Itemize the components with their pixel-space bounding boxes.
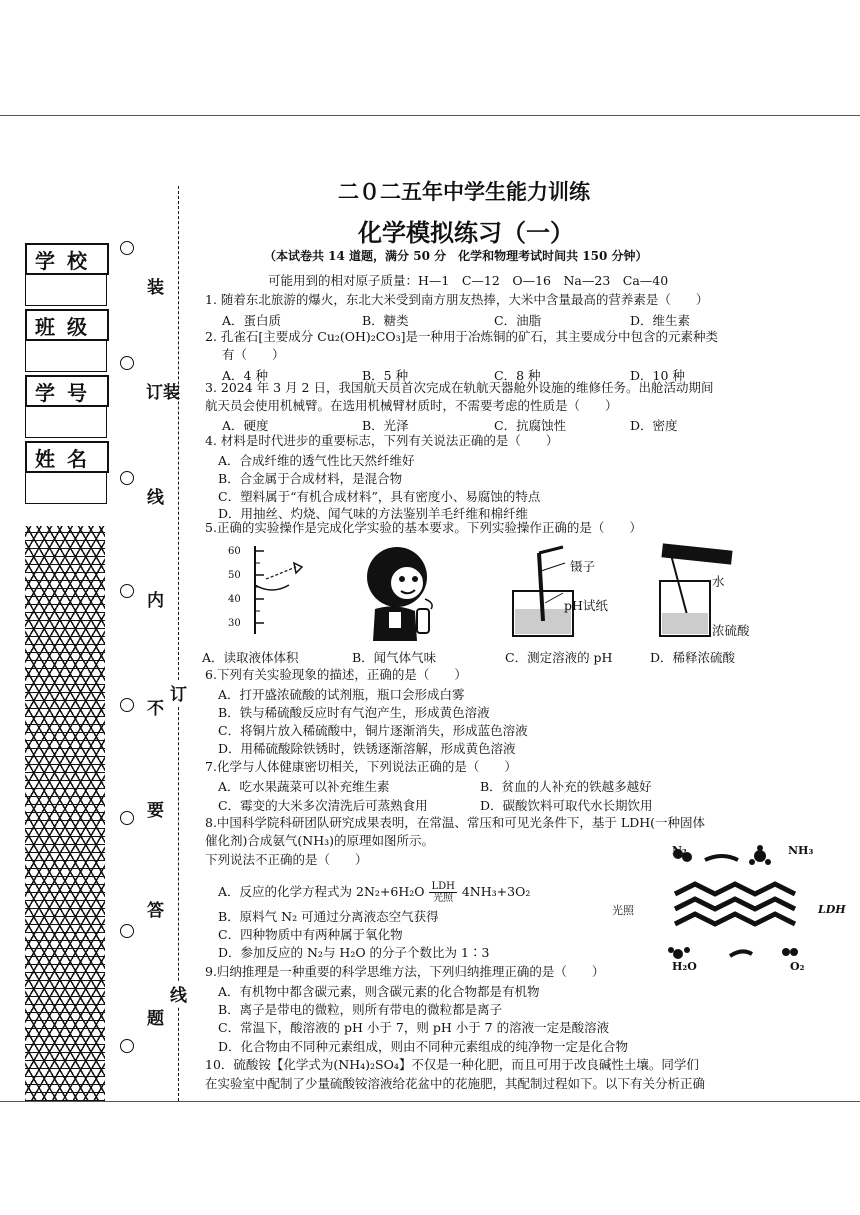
cylinder-tick-40: 40 [228,594,241,605]
number-label: 学号 [25,375,109,407]
class-label: 班级 [25,309,109,341]
class-field[interactable] [25,341,107,372]
q8-option-c[interactable]: C．四种物质中有两种属于氧化物 [218,927,403,942]
q4-option-c[interactable]: C．塑料属于“有机合成材料”，具有密度小、易腐蚀的特点 [218,489,541,504]
school-label: 学校 [25,243,109,275]
q3-option-d[interactable]: D．密度 [630,418,678,433]
q8-stem-cont2: 下列说法不正确的是（ ） [205,852,368,867]
q1-stem: 1. 随着东北旅游的爆火，东北大米受到南方朋友热捧，大米中含量最高的营养素是（ ） [205,292,709,307]
q8-equation-left: A．反应的化学方程式为 2N₂+6H₂O [218,884,425,899]
q4-option-d[interactable]: D．用抽丝、灼烧、闻气味的方法鉴别羊毛纤维和棉纤维 [218,506,529,521]
binding-char: 装 [147,278,164,298]
q1-option-a[interactable]: A．蛋白质 [222,313,282,328]
q8-option-b[interactable]: B．原料气 N₂ 可通过分离液态空气获得 [218,909,439,924]
ph-paper-label: pH试纸 [564,598,608,613]
tweezers-label: 镊子 [570,559,596,574]
atomic-mass: 可能用到的相对原子质量：H—1 C—12 O—16 Na—23 Ca—40 [268,273,669,288]
q2-stem-cont: 有（ ） [222,347,285,362]
q5-option-d[interactable]: D．稀释浓硫酸 [650,650,736,665]
q3-option-b[interactable]: B．光泽 [362,418,409,433]
binding-hole [120,356,134,370]
binding-hole [120,241,134,255]
binding-char: 不 [147,699,164,719]
q1-option-c[interactable]: C．油脂 [494,313,542,328]
q10-stem: 10．硫酸铵【化学式为(NH₄)₂SO₄】不仅是一种化肥，而且可用于改良碱性土壤。同学们 [205,1057,699,1072]
school-field[interactable] [25,275,107,306]
name-field[interactable] [25,473,107,504]
q7-option-c[interactable]: C．霉变的大米多次清洗后可蒸熟食用 [218,798,428,813]
number-field[interactable] [25,407,107,438]
exam-title: 二０二五年中学生能力训练 [338,180,590,204]
q7-stem: 7.化学与人体健康密切相关，下列说法正确的是（ ） [205,759,517,774]
q2-stem: 2. 孔雀石[主要成分 Cu₂(OH)₂CO₃]是一种用于冶炼铜的矿石，其主要成分中包含的元素种类 [205,329,718,344]
q8-equation-right: 4NH₃+3O₂ [461,884,531,899]
binding-char: 线 [147,488,164,508]
name-label: 姓名 [25,441,109,473]
q6-option-b[interactable]: B．铁与稀硫酸反应时有气泡产生，形成黄色溶液 [218,705,490,720]
q9-option-b[interactable]: B．离子是带电的微粒，则所有带电的微粒都是离子 [218,1002,503,1017]
q3-stem: 3. 2024 年 3 月 2 日，我国航天员首次完成在轨航天器舱外设施的维修任务。出舱活动期间 [205,380,714,395]
binding-hole [120,811,134,825]
binding-char: 内 [147,591,164,611]
fig-nh3: NH₃ [788,844,814,857]
q3-option-c[interactable]: C．抗腐蚀性 [494,418,567,433]
q6-option-a[interactable]: A．打开盛浓硫酸的试剂瓶，瓶口会形成白雾 [218,687,465,702]
binding-hole [120,1039,134,1053]
q1-option-b[interactable]: B．糖类 [362,313,409,328]
condition-catalyst: LDH [431,881,455,892]
q4-option-b[interactable]: B．合金属于合成材料，是混合物 [218,471,403,486]
q9-option-a[interactable]: A．有机物中都含碳元素，则含碳元素的化合物都是有机物 [218,984,540,999]
exam-info: （本试卷共 14 道题，满分 50 分 化学和物理考试时间共 150 分钟） [264,249,648,263]
fig-ldh: LDH [818,903,846,916]
q7-option-d[interactable]: D．碳酸饮料可取代水长期饮用 [480,798,653,813]
cylinder-tick-50: 50 [228,570,241,581]
binding-char: 题 [147,1009,164,1029]
binding-char: 订 [170,680,187,705]
binding-hole [120,698,134,712]
q2-option-b[interactable]: B．5 种 [362,368,409,383]
cylinder-tick-60: 60 [228,546,241,557]
fig-n2: N₂ [672,844,687,857]
exam-page [0,115,860,1102]
q8-stem-cont: 催化剂)合成氨气(NH₃)的原理如图所示。 [205,833,434,848]
q8-option-d[interactable]: D．参加反应的 N₂与 H₂O 的分子个数比为 1∶3 [218,945,490,960]
reaction-condition [429,881,456,904]
q9-stem: 9.归纳推理是一种重要的科学思维方法，下列归纳推理正确的是（ ） [205,964,605,979]
q10-stem-cont: 在实验室中配制了少量硫酸铵溶液给花盆中的花施肥，其配制过程如下。以下有关分析正确 [205,1076,706,1091]
q8-option-a[interactable] [218,881,530,904]
q5-stem: 5.正确的实验操作是完成化学实验的基本要求。下列实验操作正确的是（ ） [205,520,642,535]
q9-option-c[interactable]: C．常温下，酸溶液的 pH 小于 7，则 pH 小于 7 的溶液一定是酸溶液 [218,1020,610,1035]
q4-stem: 4. 材料是时代进步的重要标志，下列有关说法正确的是（ ） [205,433,559,448]
decorative-pattern [25,526,105,1101]
q7-option-a[interactable]: A．吃水果蔬菜可以补充维生素 [218,779,390,794]
binding-char: 线 [170,981,187,1006]
q8-stem: 8.中国科学院科研团队研究成果表明，在常温、常压和可见光条件下，基于 LDH(一种固体 [205,815,706,830]
smelling-figure [355,541,460,646]
q6-stem: 6.下列有关实验现象的描述，正确的是（ ） [205,667,467,682]
binding-char: 订装 [146,383,180,403]
exam-subtitle: 化学模拟练习（一） [358,219,574,247]
binding-hole [120,924,134,938]
binding-line [178,186,179,1101]
q4-option-a[interactable]: A．合成纤维的透气性比天然纤维好 [218,453,415,468]
q1-option-d[interactable]: D．维生素 [630,313,691,328]
binding-hole [120,584,134,598]
condition-light: 光照 [433,893,454,904]
q2-option-d[interactable]: D．10 种 [630,368,685,383]
q9-option-d[interactable]: D．化合物由不同种元素组成，则由不同种元素组成的纯净物一定是化合物 [218,1039,629,1054]
fig-o2: O₂ [790,960,805,973]
fig-h2o: H₂O [672,960,697,973]
q2-option-c[interactable]: C．8 种 [494,368,541,383]
q5-option-b[interactable]: B．闻气体气味 [352,650,437,665]
cylinder-tick-30: 30 [228,618,241,629]
q3-stem-cont: 航天员会使用机械臂。在选用机械臂材质时，不需要考虑的性质是（ ） [205,398,618,413]
q6-option-d[interactable]: D．用稀硫酸除铁锈时，铁锈逐渐溶解，形成黄色溶液 [218,741,516,756]
binding-char: 答 [147,901,164,921]
water-label: 水 [712,574,725,589]
acid-label: 浓硫酸 [712,623,750,638]
q2-option-a[interactable]: A．4 种 [222,368,268,383]
ph-test-figure [505,541,625,641]
cylinder-figure [210,541,310,641]
binding-char: 要 [147,801,164,821]
q5-option-c[interactable]: C．测定溶液的 pH [505,650,613,665]
fig-light: 光照 [612,904,634,917]
q6-option-c[interactable]: C．将铜片放入稀硫酸中，铜片逐渐消失，形成蓝色溶液 [218,723,528,738]
q3-option-a[interactable]: A．硬度 [222,418,269,433]
ldh-figure [660,844,810,974]
binding-hole [120,471,134,485]
q7-option-b[interactable]: B．贫血的人补充的铁越多越好 [480,779,652,794]
q5-option-a[interactable]: A．读取液体体积 [202,650,299,665]
